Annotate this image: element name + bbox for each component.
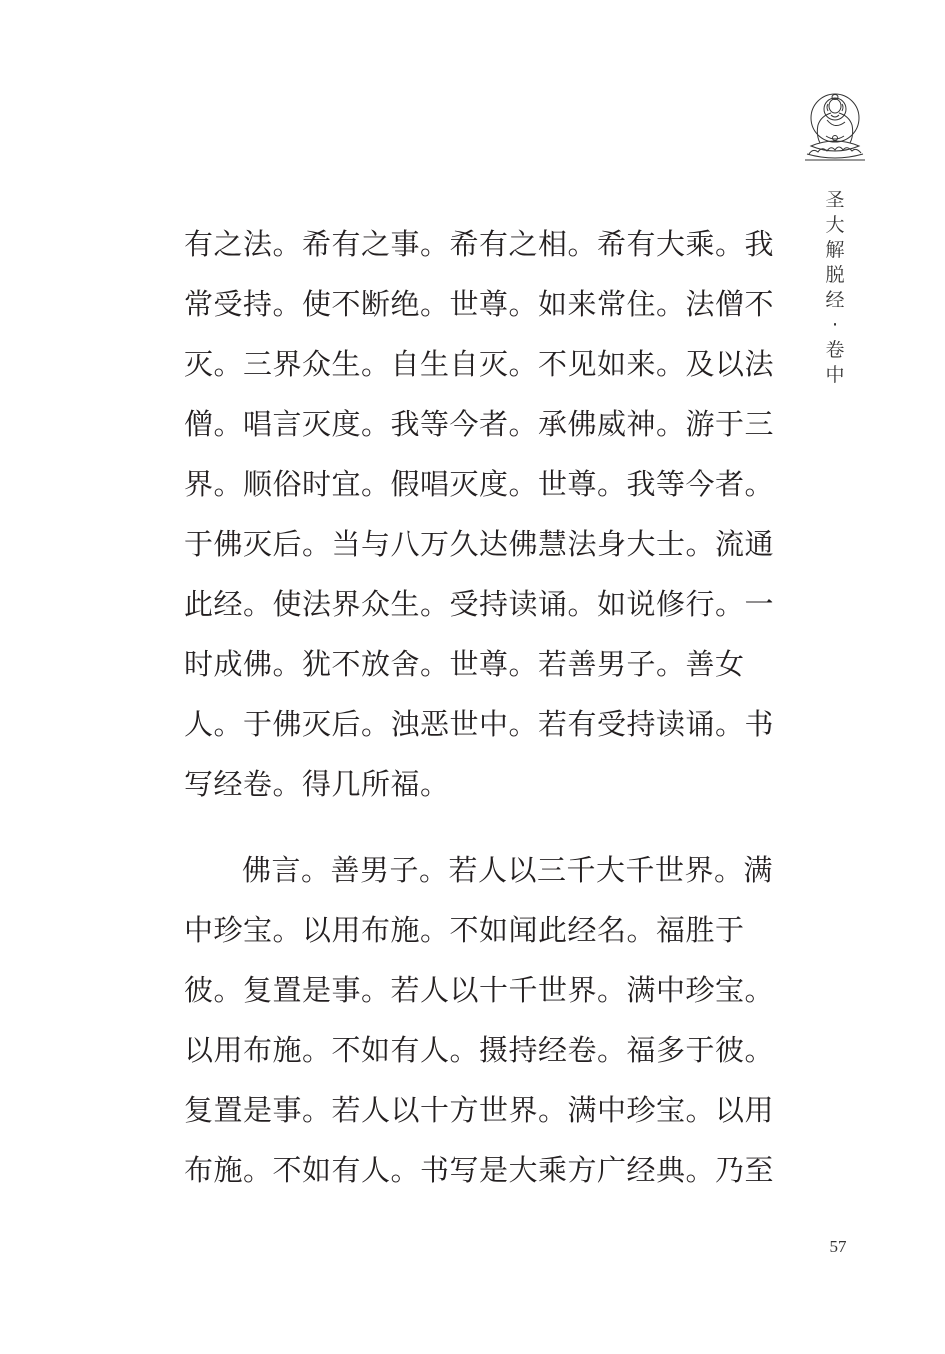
text-line: 彼。复置是事。若人以十千世界。满中珍宝。 [184,973,775,1007]
paragraph-spacer [184,814,769,840]
text-line: 写经卷。得几所福。 [184,767,450,801]
text-line: 时成佛。犹不放舍。世尊。若善男子。善女 [184,647,745,681]
text-line: 人。于佛灭后。浊恶世中。若有受持读诵。书 [184,707,775,741]
text-line: 布施。不如有人。书写是大乘方广经典。乃至 [184,1153,775,1187]
running-header-title [821,188,849,388]
text-line: 僧。唱言灭度。我等今者。承佛威神。游于三 [184,407,775,441]
body-text [184,214,775,1200]
text-line: 复置是事。若人以十方世界。满中珍宝。以用 [184,1093,775,1127]
seated-buddha-icon [801,88,869,168]
text-line: 以用布施。不如有人。摄持经卷。福多于彼。 [184,1033,775,1067]
text-line: 灭。三界众生。自生自灭。不见如来。及以法 [184,347,775,381]
header-char: 圣 [825,189,845,211]
paragraph-2 [184,840,775,1200]
header-char: 大 [825,214,845,236]
text-line: 于佛灭后。当与八万久达佛慧法身大士。流通 [184,527,775,561]
header-char: 卷 [825,339,845,361]
text-line: 有之法。希有之事。希有之相。希有大乘。我 [184,227,775,261]
page-number: 57 [829,1237,847,1256]
text-line: 此经。使法界众生。受持读诵。如说修行。一 [184,587,775,621]
paragraph-1 [184,214,775,814]
header-char: 解 [825,239,845,261]
header-char: 经 [825,289,845,311]
text-line: 常受持。使不断绝。世尊。如来常住。法僧不 [184,287,775,321]
header-separator: · [831,314,839,336]
header-char: 脱 [825,264,845,286]
text-line: 佛言。善男子。若人以三千大千世界。满 [242,853,774,887]
text-line: 中珍宝。以用布施。不如闻此经名。福胜于 [184,913,745,947]
header-char: 中 [825,364,845,386]
text-line: 界。顺俗时宜。假唱灭度。世尊。我等今者。 [184,467,775,501]
